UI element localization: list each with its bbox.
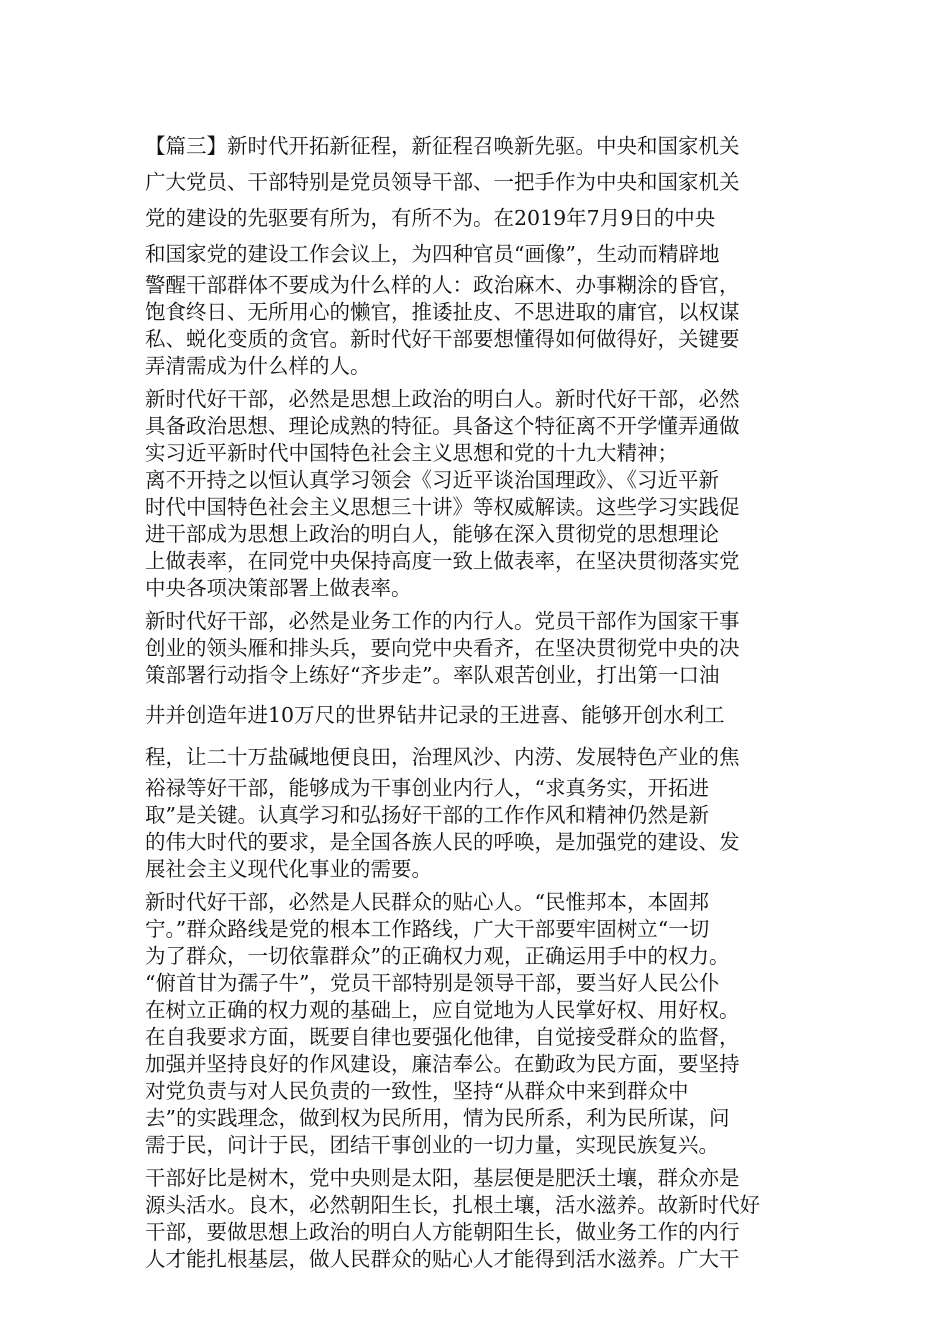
text-line: 展社会主义现代化事业的需要。 xyxy=(145,857,432,881)
text-line: 实习近平新时代中国特色社会主义思想和党的十九大精神； xyxy=(145,441,678,465)
text-line: 【篇三】新时代开拓新征程，新征程召唤新先驱。中央和国家机关 xyxy=(145,134,740,158)
text-line: 离不开持之以恒认真学习领会《习近平谈治国理政》、《习近平新 xyxy=(145,468,719,492)
text-line: 裕禄等好干部，能够成为干事创业内行人，“求真务实，开拓进 xyxy=(145,776,709,800)
paragraph-2 xyxy=(145,386,810,602)
text-line: 宁。”群众路线是党的根本工作路线，广大干部要牢固树立“一切 xyxy=(145,917,710,941)
text-line: 在树立正确的权力观的基础上，应自觉地为人民掌好权、用好权。 xyxy=(145,998,740,1022)
text-line: 的伟大时代的要求，是全国各族人民的呼唤，是加强党的建设、发 xyxy=(145,830,740,854)
text-line: 为了群众，一切依靠群众”的正确权力观，正确运用手中的权力。 xyxy=(145,944,730,968)
text-line: 干部好比是树木，党中央则是太阳，基层便是肥沃土壤，群众亦是 xyxy=(145,1166,740,1190)
text-line: 人才能扎根基层，做人民群众的贴心人才能得到活水滋养。广大干 xyxy=(145,1247,740,1271)
text-line: 警醒干部群体不要成为什么样的人：政治麻木、办事糊涂的昏官， xyxy=(145,273,740,297)
text-line: 上做表率，在同党中央保持高度一致上做表率，在坚决贯彻落实党 xyxy=(145,549,740,573)
paragraph-1 xyxy=(145,128,810,380)
text-line: 在自我要求方面，既要自律也要强化他律，自觉接受群众的监督， xyxy=(145,1025,740,1049)
paragraph-3 xyxy=(145,608,810,883)
text-line: 井并创造年进10万尺的世界钻井记录的王进喜、能够开创水利工 xyxy=(145,703,725,727)
text-line: 新时代好干部，必然是思想上政治的明白人。新时代好干部，必然 xyxy=(145,387,740,411)
text-line: 创业的领头雁和排头兵，要向党中央看齐，在坚决贯彻党中央的决 xyxy=(145,636,740,660)
text-line: 饱食终日、无所用心的懒官，推诿扯皮、不思进取的庸官，以权谋 xyxy=(145,300,740,324)
text-line: 需于民，问计于民，团结干事创业的一切力量，实现民族复兴。 xyxy=(145,1133,719,1157)
text-line: 策部署行动指令上练好“齐步走”。率队艰苦创业，打出第一口油 xyxy=(145,663,720,687)
text-line: 取”是关键。认真学习和弘扬好干部的工作作风和精神仍然是新 xyxy=(145,803,709,827)
paragraph-5 xyxy=(145,1165,810,1273)
text-line: 去”的实践理念，做到权为民所用，情为民所系，利为民所谋，问 xyxy=(145,1106,730,1130)
text-line: 广大党员、干部特别是党员领导干部、一把手作为中央和国家机关 xyxy=(145,170,740,194)
text-line: 具备政治思想、理论成熟的特征。具备这个特征离不开学懂弄通做 xyxy=(145,414,740,438)
text-line: 中央各项决策部署上做表率。 xyxy=(145,576,412,600)
text-line: 对党负责与对人民负责的一致性，坚持“从群众中来到群众中 xyxy=(145,1079,689,1103)
text-line: 进干部成为思想上政治的明白人，能够在深入贯彻党的思想理论 xyxy=(145,522,719,546)
text-line: 程，让二十万盐碱地便良田，治理风沙、内涝、发展特色产业的焦 xyxy=(145,745,740,769)
text-line: 加强并坚持良好的作风建设，廉洁奉公。在勤政为民方面，要坚持 xyxy=(145,1052,740,1076)
text-line: 新时代好干部，必然是人民群众的贴心人。“民惟邦本，本固邦 xyxy=(145,890,709,914)
text-line: 新时代好干部，必然是业务工作的内行人。党员干部作为国家干事 xyxy=(145,609,740,633)
document-body xyxy=(145,128,810,1273)
text-line: 干部，要做思想上政治的明白人方能朝阳生长，做业务工作的内行 xyxy=(145,1220,740,1244)
text-line: 和国家党的建设工作会议上，为四种官员“画像”，生动而精辟地 xyxy=(145,242,720,266)
text-line: 时代中国特色社会主义思想三十讲》等权威解读。这些学习实践促 xyxy=(145,495,740,519)
text-line: 源头活水。良木，必然朝阳生长，扎根土壤，活水滋养。故新时代好 xyxy=(145,1193,760,1217)
text-line: 私、蜕化变质的贪官。新时代好干部要想懂得如何做得好，关键要 xyxy=(145,327,740,351)
text-line: 弄清需成为什么样的人。 xyxy=(145,354,371,378)
paragraph-4 xyxy=(145,889,810,1159)
text-line: “俯首甘为孺子牛”，党员干部特别是领导干部，要当好人民公仆 xyxy=(145,971,720,995)
text-line: 党的建设的先驱要有所为，有所不为。在2019年7月9日的中央 xyxy=(145,206,716,230)
